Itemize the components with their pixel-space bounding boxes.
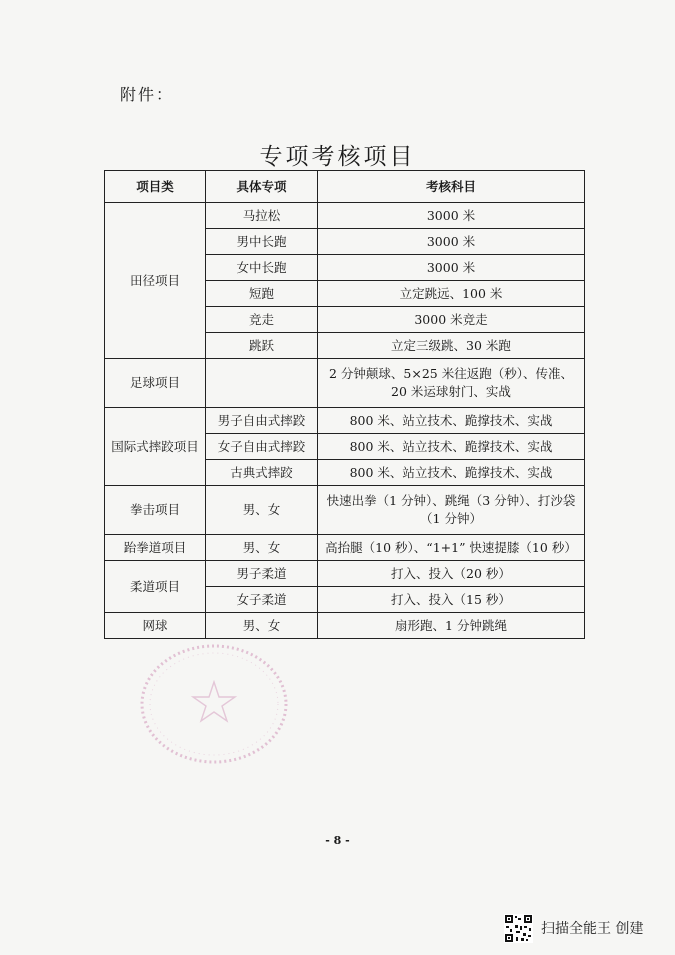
table-row bbox=[105, 486, 585, 535]
table-row bbox=[105, 408, 585, 434]
specialty-cell: 男、女 bbox=[206, 613, 318, 639]
category-cell: 田径项目 bbox=[105, 203, 206, 359]
subject-cell: 打入、投入（15 秒） bbox=[318, 587, 585, 613]
subject-cell: 立定三级跳、30 米跑 bbox=[318, 333, 585, 359]
table-row bbox=[105, 535, 585, 561]
subject-cell: 打入、投入（20 秒） bbox=[318, 561, 585, 587]
category-cell: 国际式摔跤项目 bbox=[105, 408, 206, 486]
specialty-cell: 男、女 bbox=[206, 535, 318, 561]
specialty-cell: 男中长跑 bbox=[206, 229, 318, 255]
subject-cell: 高抬腿（10 秒）、“1+1” 快速提膝（10 秒） bbox=[318, 535, 585, 561]
specialty-cell: 马拉松 bbox=[206, 203, 318, 229]
table-row bbox=[105, 613, 585, 639]
subject-cell: 2 分钟颠球、5×25 米往返跑（秒）、传准、20 米运球射门、实战 bbox=[318, 359, 585, 408]
subject-cell: 快速出拳（1 分钟）、跳绳（3 分钟）、打沙袋（1 分钟） bbox=[318, 486, 585, 535]
attachment-label: 附件： bbox=[120, 85, 175, 104]
subject-cell: 800 米、站立技术、跪撑技术、实战 bbox=[318, 408, 585, 434]
scanner-watermark-label: 扫描全能王 创建 bbox=[541, 921, 644, 937]
specialty-cell: 短跑 bbox=[206, 281, 318, 307]
subject-cell: 扇形跑、1 分钟跳绳 bbox=[318, 613, 585, 639]
specialty-cell: 跳跃 bbox=[206, 333, 318, 359]
subject-cell: 800 米、站立技术、跪撑技术、实战 bbox=[318, 460, 585, 486]
category-cell: 足球项目 bbox=[105, 359, 206, 408]
specialty-cell: 女子自由式摔跤 bbox=[206, 434, 318, 460]
header-specialty: 具体专项 bbox=[206, 171, 318, 203]
specialty-cell bbox=[206, 359, 318, 408]
qr-code-icon bbox=[504, 914, 533, 943]
header-category: 项目类 bbox=[105, 171, 206, 203]
subject-cell: 3000 米 bbox=[318, 255, 585, 281]
table-row bbox=[105, 561, 585, 587]
specialty-cell: 男子自由式摔跤 bbox=[206, 408, 318, 434]
subject-cell: 立定跳远、100 米 bbox=[318, 281, 585, 307]
specialty-cell: 男子柔道 bbox=[206, 561, 318, 587]
document-title: 专项考核项目 bbox=[259, 144, 416, 170]
subject-cell: 800 米、站立技术、跪撑技术、实战 bbox=[318, 434, 585, 460]
specialty-cell: 女子柔道 bbox=[206, 587, 318, 613]
page-number: - 8 - bbox=[325, 834, 350, 847]
table-row bbox=[105, 359, 585, 408]
category-cell: 柔道项目 bbox=[105, 561, 206, 613]
subject-cell: 3000 米 bbox=[318, 203, 585, 229]
subject-cell: 3000 米竞走 bbox=[318, 307, 585, 333]
specialty-cell: 女中长跑 bbox=[206, 255, 318, 281]
table-row bbox=[105, 203, 585, 229]
scanner-watermark bbox=[504, 913, 643, 943]
category-cell: 跆拳道项目 bbox=[105, 535, 206, 561]
official-seal-icon bbox=[138, 642, 290, 766]
specialty-cell: 古典式摔跤 bbox=[206, 460, 318, 486]
subject-cell: 3000 米 bbox=[318, 229, 585, 255]
specialty-cell: 竞走 bbox=[206, 307, 318, 333]
header-subject: 考核科目 bbox=[318, 171, 585, 203]
table-header-row bbox=[105, 171, 585, 203]
assessment-table bbox=[104, 170, 585, 639]
category-cell: 拳击项目 bbox=[105, 486, 206, 535]
specialty-cell: 男、女 bbox=[206, 486, 318, 535]
category-cell: 网球 bbox=[105, 613, 206, 639]
